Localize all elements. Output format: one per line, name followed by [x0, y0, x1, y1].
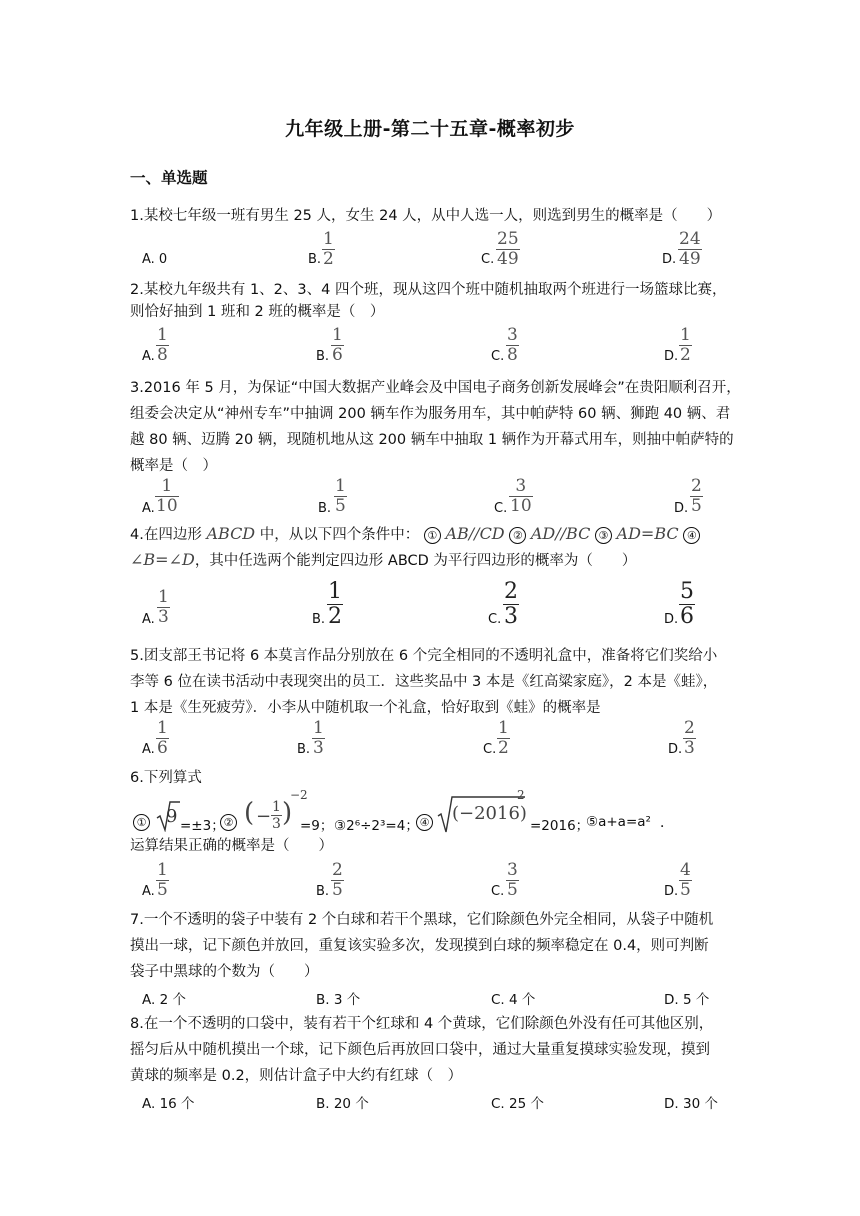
q4-circled-2: ② [509, 527, 526, 544]
q7-stem-line-1: 7.一个不透明的袋子中装有 2 个白球和若干个黑球，它们除颜色外完全相同，从袋子中随机 [130, 912, 714, 928]
q4-fraction-d: 5 6 [680, 579, 694, 629]
q5-stem-line-2: 李等 6 位在读书活动中表现突出的员工．这些奖品中 3 本是《红高粱家庭》，2 本是《蛙》， [130, 674, 718, 690]
q6-radicand-4: (−2016) [452, 803, 527, 824]
q6-fraction-a: 1 5 [157, 860, 168, 900]
q4-stem-text-2: 中，从以下四个条件中： [259, 527, 420, 543]
q4-condition-1: AB//CD [445, 524, 505, 543]
q6-exponent-4: 2 [517, 788, 525, 802]
q8-stem-line-1: 8.在一个不透明的口袋中，装有若干个红球和 4 个黄球，它们除颜色外没有任可其他区别， [130, 1016, 714, 1032]
q6-radicand-1: 9 [166, 806, 178, 827]
q2-option-a: A. [142, 349, 155, 364]
q7-option-c: C. 4 个 [491, 992, 536, 1008]
q4-option-a: A. [142, 612, 155, 627]
q3-stem-line-3: 越 80 辆、迈腾 20 辆，现随机地从这 200 辆车中抽取 1 辆作为开幕式用车，则抽中帕萨特的 [130, 432, 734, 448]
q7-option-d: D. 5 个 [664, 992, 710, 1008]
q1-option-c: C. [481, 252, 495, 267]
q5-option-a: A. [142, 742, 155, 757]
q6-option-b: B. [316, 884, 330, 899]
q6-expr-2: =9； [300, 818, 334, 834]
q3-option-d: D. [674, 501, 689, 516]
q1-option-b: B. [308, 252, 322, 267]
q6-circled-1: ① [133, 814, 150, 831]
q6-fraction-d: 4 5 [680, 860, 691, 900]
q4-condition-4: ∠B=∠D [130, 550, 195, 569]
q5-fraction-a: 1 6 [157, 718, 168, 758]
q4-stem-text-3: ，其中任选两个能判定四边形 ABCD 为平行四边形的概率为（ ） [194, 553, 637, 569]
q8-option-c: C. 25 个 [491, 1096, 544, 1112]
q1-fraction-c: 25 49 [497, 229, 519, 269]
q8-option-b: B. 20 个 [316, 1096, 369, 1112]
q8-option-a: A. 16 个 [142, 1096, 195, 1112]
q2-fraction-c: 3 8 [507, 325, 518, 365]
q6-expr-4: =2016； [530, 818, 590, 834]
q8-stem-line-3: 黄球的频率是 0.2，则估计盒子中大约有红球（ ） [130, 1068, 463, 1084]
q7-option-b: B. 3 个 [316, 992, 361, 1008]
q1-option-d: D. [662, 252, 677, 267]
q5-stem-line-1: 5.团支部王书记将 6 本莫言作品分别放在 6 个完全相同的不透明礼盒中，准备将它们奖给小 [130, 648, 718, 664]
q5-option-c: C. [483, 742, 497, 757]
q2-stem-line-2: 则恰好抽到 1 班和 2 班的概率是（ ） [130, 304, 385, 320]
q6-expr-1: =±3； [180, 818, 225, 834]
q4-option-b: B. [312, 612, 326, 627]
q3-option-c: C. [494, 501, 508, 516]
q7-stem-line-2: 摸出一球，记下颜色并放回，重复该实验多次，发现摸到白球的频率稳定在 0.4，则可判断 [130, 938, 709, 954]
q8-option-d: D. 30 个 [664, 1096, 718, 1112]
q5-fraction-b: 1 3 [313, 718, 324, 758]
q6-exponent: −2 [290, 788, 308, 802]
q1-stem: 1.某校七年级一班有男生 25 人，女生 24 人，从中人选一人，则选到男生的概率是（ ） [130, 208, 722, 224]
q2-stem-line-1: 2.某校九年级共有 1、2、3、4 四个班，现从这四个班中随机抽取两个班进行一场篮球比赛， [130, 282, 727, 298]
q4-math-abcd: ABCD [206, 524, 256, 543]
q4-stem-line-1 [130, 524, 750, 545]
q3-fraction-b: 1 5 [335, 476, 346, 516]
q3-stem-line-4: 概率是（ ） [130, 458, 217, 474]
q4-condition-2: AD//BC [530, 524, 591, 543]
q6-circled-2: ② [220, 814, 237, 831]
q6-expr-5: ⑤a+a=a² [586, 814, 651, 830]
q6-expr-end: ． [660, 815, 674, 831]
q4-option-d: D. [664, 612, 679, 627]
q4-stem-text-1: 4.在四边形 [130, 527, 202, 543]
q6-stem-line-3: 运算结果正确的概率是（ ） [130, 838, 333, 854]
q2-fraction-b: 1 6 [332, 325, 343, 365]
q6-inner-fraction: 1 3 [272, 799, 281, 832]
q6-fraction-c: 3 5 [507, 860, 518, 900]
q6-expr-3: ③2⁶÷2³=4； [334, 818, 419, 834]
q4-fraction-c: 2 3 [504, 579, 518, 629]
q5-fraction-c: 1 2 [498, 718, 509, 758]
q4-fraction-b: 1 2 [328, 579, 342, 629]
q3-stem-line-2: 组委会决定从“神州专车”中抽调 200 辆车作为服务用车，其中帕萨特 60 辆、狮跑 40 辆、君 [130, 406, 731, 422]
q4-circled-1: ① [424, 527, 441, 544]
q3-fraction-a: 1 10 [156, 476, 178, 516]
q6-paren-left: ( [244, 798, 255, 828]
q1-fraction-b: 1 2 [323, 229, 334, 269]
q6-circled-4: ④ [416, 814, 433, 831]
q6-fraction-b: 2 5 [332, 860, 343, 900]
q6-minus: − [256, 806, 272, 827]
q5-stem-line-3: 1 本是《生死疲劳》．小李从中随机取一个礼盒，恰好取到《蛙》的概率是 [130, 700, 601, 716]
q4-condition-3: AD=BC [616, 524, 679, 543]
q3-fraction-c: 3 10 [510, 476, 532, 516]
q8-stem-line-2: 摇匀后从中随机摸出一个球，记下颜色后再放回口袋中，通过大量重复摸球实验发现，摸到 [130, 1042, 710, 1058]
q1-fraction-d: 24 49 [679, 229, 701, 269]
q6-option-a: A. [142, 884, 155, 899]
q4-circled-4: ④ [683, 527, 700, 544]
q4-circled-3: ③ [595, 527, 612, 544]
q2-option-c: C. [491, 349, 505, 364]
q4-fraction-a: 1 3 [158, 587, 169, 627]
q2-fraction-d: 1 2 [680, 325, 691, 365]
q3-stem-line-1: 3.2016 年 5 月，为保证“中国大数据产业峰会及中国电子商务创新发展峰会”在贵阳顺利召开， [130, 380, 741, 396]
q6-paren-right: ) [282, 798, 293, 828]
q6-option-d: D. [664, 884, 679, 899]
q3-fraction-d: 2 5 [691, 476, 702, 516]
q4-option-c: C. [488, 612, 502, 627]
q2-option-b: B. [316, 349, 330, 364]
q2-fraction-a: 1 8 [157, 325, 168, 365]
q6-stem-line-1: 6.下列算式 [130, 770, 202, 786]
q6-option-c: C. [491, 884, 505, 899]
q3-option-a: A. [142, 501, 155, 516]
q7-stem-line-3: 袋子中黑球的个数为（ ） [130, 964, 319, 980]
q4-stem-line-2 [130, 550, 730, 571]
section-heading: 一、单选题 [130, 169, 208, 187]
q1-option-a: A. 0 [142, 252, 168, 267]
document-title: 九年级上册-第二十五章-概率初步 [285, 118, 575, 140]
q3-option-b: B. [318, 501, 332, 516]
q5-option-d: D. [668, 742, 683, 757]
q5-option-b: B. [297, 742, 311, 757]
q7-option-a: A. 2 个 [142, 992, 186, 1008]
q5-fraction-d: 2 3 [684, 718, 695, 758]
q2-option-d: D. [664, 349, 679, 364]
